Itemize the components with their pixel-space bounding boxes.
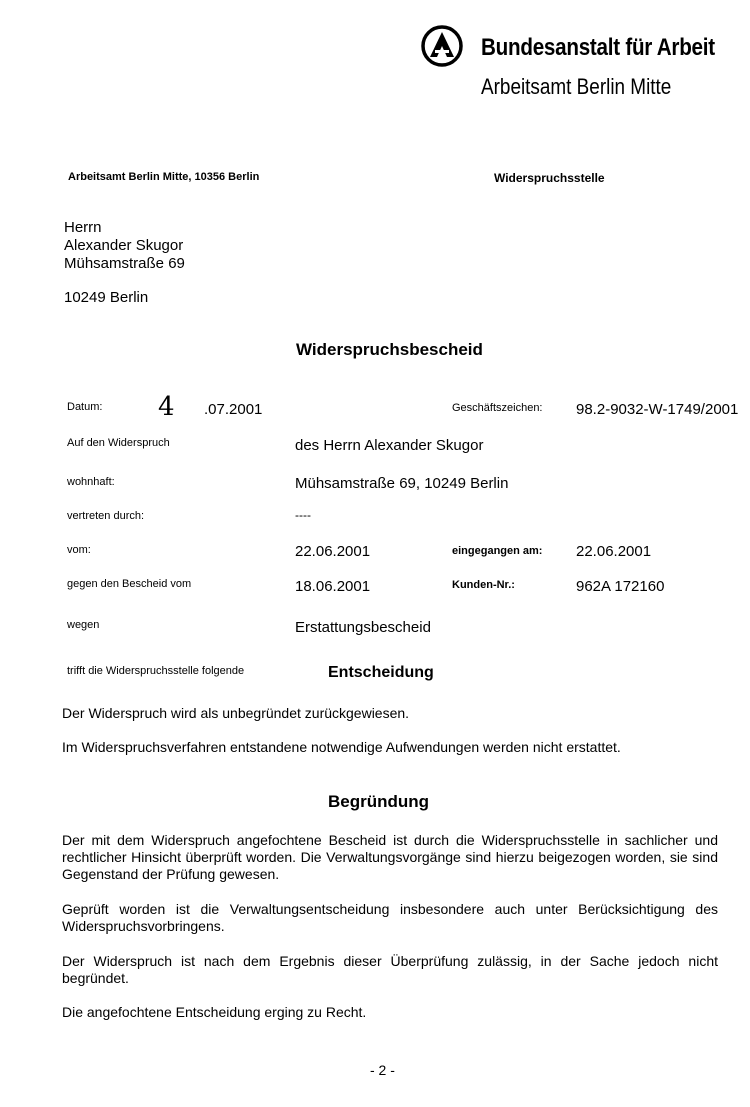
wohnhaft-value: Mühsamstraße 69, 10249 Berlin [295,475,509,492]
vom-value: 22.06.2001 [295,543,371,560]
decision-line-1: Der Widerspruch wird als unbegründet zurückgewiesen. [62,705,410,721]
office-name: Arbeitsamt Berlin Mitte [481,74,672,99]
vertreten-value: ---- [295,508,311,522]
datum-value: .07.2001 [204,401,263,418]
eingegangen-label: eingegangen am: [452,545,543,557]
widerspruch-label: Auf den Widerspruch [67,437,170,449]
recipient-street: Mühsamstraße 69 [64,255,185,272]
wegen-value: Erstattungsbescheid [295,619,431,636]
recipient-name: Alexander Skugor [64,237,184,254]
reasoning-paragraph-2: Geprüft worden ist die Verwaltungsentscheidung insbesondere auch unter Berücksichtigung des Widerspruchsvorbringens. [62,901,718,934]
datum-label: Datum: [67,401,103,413]
reasoning-heading: Begründung [328,792,430,811]
geschaeftszeichen-label: Geschäftszeichen: [452,402,543,414]
reasoning-paragraph-3: Der Widerspruch ist nach dem Ergebnis dieser Überprüfung zulässig, in der Sache jedoch nicht begründet. [62,953,718,986]
recipient-salutation: Herrn [64,219,102,236]
decision-line-2: Im Widerspruchsverfahren entstandene notwendige Aufwendungen werden nicht erstattet. [62,739,621,755]
document-title: Widerspruchsbescheid [296,340,483,359]
widerspruch-value: des Herrn Alexander Skugor [295,437,484,454]
bescheid-value: 18.06.2001 [295,578,371,595]
page-number: - 2 - [370,1062,395,1078]
trifft-label: trifft die Widerspruchsstelle folgende [67,665,245,677]
reasoning-paragraph-1: Der mit dem Widerspruch angefochtene Bescheid ist durch die Widerspruchsstelle in sachlicher und rechtlicher Hinsicht überprüft worden. Die Verwaltungsvorgänge sind hierzu beigezogen worden, sie sind Gegenstand der Prüfung gewesen. [62,832,718,882]
agency-logo-icon [420,24,464,68]
kunden-value: 962A 172160 [576,578,665,595]
vom-label: vom: [67,544,91,556]
recipient-city: 10249 Berlin [64,289,149,306]
wegen-label: wegen [67,619,100,631]
bescheid-label: gegen den Bescheid vom [67,578,192,590]
datum-handwritten-day: 4 [158,392,175,422]
kunden-label: Kunden-Nr.: [452,579,515,591]
eingegangen-value: 22.06.2001 [576,543,652,560]
organization-name: Bundesanstalt für Arbeit [481,34,715,61]
department-name: Widerspruchsstelle [494,171,605,185]
vertreten-label: vertreten durch: [67,510,145,522]
sender-address-line: Arbeitsamt Berlin Mitte, 10356 Berlin [68,171,260,183]
wohnhaft-label: wohnhaft: [67,476,115,488]
reasoning-paragraph-4: Die angefochtene Entscheidung erging zu Recht. [62,1004,367,1020]
decision-heading: Entscheidung [328,664,434,681]
geschaeftszeichen-value: 98.2-9032-W-1749/2001 [576,401,739,418]
